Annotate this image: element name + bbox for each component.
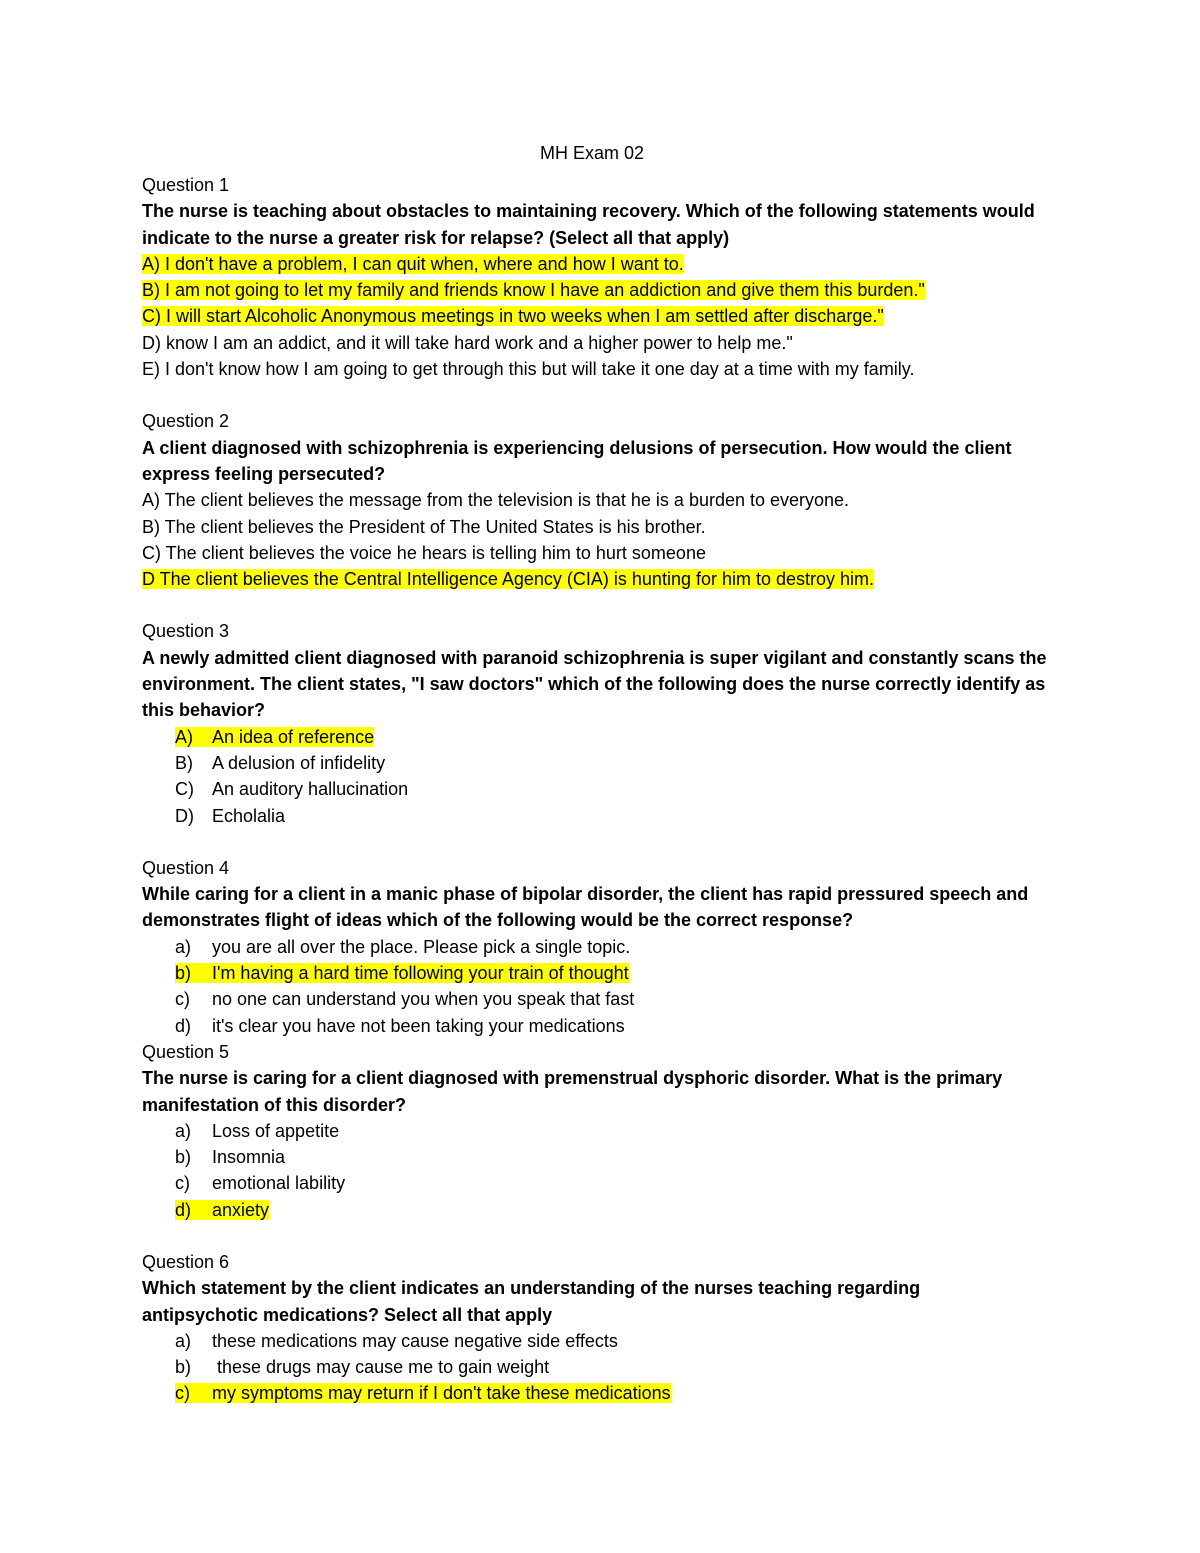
document-title: MH Exam 02 bbox=[539, 143, 645, 163]
option-text: I don't have a problem, I can quit when, where and how I want to. bbox=[160, 253, 684, 274]
option-text: I am not going to let my family and friends know I have an addiction and give them this burden." bbox=[160, 280, 925, 301]
spacer bbox=[142, 829, 1082, 855]
answer-list bbox=[142, 1328, 1082, 1407]
option-letter: d) bbox=[175, 1199, 192, 1220]
question-text: Which statement by the client indicates an understanding of the nurses teaching regarding antipsychotic medications? Select all that apply bbox=[142, 1278, 921, 1325]
answer-option bbox=[142, 1013, 1082, 1039]
answer-option bbox=[142, 803, 1082, 829]
option-letter: a) bbox=[175, 936, 192, 957]
answer-option bbox=[142, 934, 1082, 960]
option-letter: c) bbox=[175, 1383, 190, 1404]
option-text: An idea of reference bbox=[212, 726, 375, 747]
option-text: I don't know how I am going to get through this but will take it one day at a time with my family. bbox=[160, 359, 915, 380]
answer-option bbox=[142, 303, 1082, 329]
answer-option bbox=[142, 986, 1082, 1012]
option-letter: c) bbox=[175, 989, 190, 1010]
spacer bbox=[142, 382, 1082, 408]
option-text: The client believes the message from the television is that he is a burden to everyone. bbox=[160, 490, 850, 511]
question-block-6 bbox=[142, 1249, 1082, 1407]
question-text: The nurse is teaching about obstacles to maintaining recovery. Which of the following statements would indicate to the nurse a greater risk for relapse? (Select all that apply) bbox=[142, 201, 1035, 248]
option-letter: b) bbox=[175, 963, 192, 984]
question-label: Question 4 bbox=[142, 857, 230, 878]
answer-option bbox=[142, 1197, 1082, 1223]
question-text: The nurse is caring for a client diagnosed with premenstrual dysphoric disorder. What is the primary manifestation of this disorder? bbox=[142, 1068, 1003, 1115]
option-letter: A) bbox=[142, 253, 160, 274]
option-text: An auditory hallucination bbox=[212, 779, 409, 800]
answer-option bbox=[142, 277, 1082, 303]
option-letter: b) bbox=[175, 1147, 192, 1168]
answer-option bbox=[142, 724, 1082, 750]
option-letter: B) bbox=[142, 516, 160, 537]
option-text: The client believes the President of The United States is his brother. bbox=[160, 516, 706, 537]
question-block-5 bbox=[142, 1039, 1082, 1223]
question-text: A client diagnosed with schizophrenia is experiencing delusions of persecution. How would the client express feeling persecuted? bbox=[142, 437, 1012, 484]
answer-option bbox=[142, 514, 1082, 540]
answer-list bbox=[142, 934, 1082, 1039]
option-letter: C) bbox=[142, 542, 161, 563]
option-letter: b) bbox=[175, 1357, 192, 1378]
question-label: Question 5 bbox=[142, 1041, 230, 1062]
answer-option bbox=[142, 776, 1082, 802]
option-letter: B) bbox=[142, 280, 160, 301]
question-block-1 bbox=[142, 172, 1082, 382]
option-text: emotional lability bbox=[212, 1173, 346, 1194]
document-page bbox=[142, 140, 1082, 1407]
option-letter: A) bbox=[175, 726, 193, 747]
answer-option bbox=[142, 356, 1082, 382]
question-label: Question 2 bbox=[142, 411, 230, 432]
answer-option bbox=[142, 540, 1082, 566]
question-block-4 bbox=[142, 855, 1082, 1039]
answer-option bbox=[142, 1118, 1082, 1144]
question-block-3 bbox=[142, 618, 1082, 828]
option-letter: C) bbox=[142, 306, 161, 327]
option-text: it's clear you have not been taking your medications bbox=[212, 1015, 625, 1036]
answer-option bbox=[142, 750, 1082, 776]
answer-list bbox=[142, 1118, 1082, 1223]
option-letter: D) bbox=[142, 332, 161, 353]
option-text: these drugs may cause me to gain weight bbox=[212, 1357, 550, 1378]
question-label: Question 1 bbox=[142, 175, 230, 195]
option-letter: c) bbox=[175, 1173, 190, 1194]
question-text: A newly admitted client diagnosed with paranoid schizophrenia is super vigilant and constantly scans the environment. The client states, "I saw doctors" which of the following does the nurse correctly identify as this behavior? bbox=[142, 647, 1047, 721]
option-text: my symptoms may return if I don't take these medications bbox=[212, 1383, 671, 1404]
option-text: no one can understand you when you speak that fast bbox=[212, 989, 635, 1010]
question-text: While caring for a client in a manic phase of bipolar disorder, the client has rapid pressured speech and demonstrates flight of ideas which of the following would be the correct response? bbox=[142, 884, 1029, 931]
option-letter: D) bbox=[175, 805, 194, 826]
option-letter: a) bbox=[175, 1330, 192, 1351]
option-text: I'm having a hard time following your train of thought bbox=[212, 963, 629, 984]
option-text: these medications may cause negative side effects bbox=[212, 1330, 618, 1351]
question-label: Question 3 bbox=[142, 621, 230, 642]
answer-option bbox=[142, 1170, 1082, 1196]
option-text: I will start Alcoholic Anonymous meetings in two weeks when I am settled after discharge." bbox=[161, 306, 884, 327]
answer-option bbox=[142, 1354, 1082, 1380]
question-block-2 bbox=[142, 408, 1082, 592]
option-text: know I am an addict, and it will take hard work and a higher power to help me." bbox=[161, 332, 793, 353]
answer-option bbox=[142, 1144, 1082, 1170]
option-letter: E) bbox=[142, 359, 160, 380]
option-text: A delusion of infidelity bbox=[212, 752, 386, 773]
answer-option bbox=[142, 960, 1082, 986]
option-letter: a) bbox=[175, 1120, 192, 1141]
answer-option bbox=[142, 1328, 1082, 1354]
option-letter: B) bbox=[175, 752, 193, 773]
spacer bbox=[142, 592, 1082, 618]
option-letter: d) bbox=[175, 1015, 192, 1036]
answer-option bbox=[142, 330, 1082, 356]
answer-list bbox=[142, 724, 1082, 829]
option-letter: D bbox=[142, 569, 155, 590]
option-text: Insomnia bbox=[212, 1147, 286, 1168]
answer-option bbox=[142, 1380, 1082, 1406]
option-text: anxiety bbox=[212, 1199, 270, 1220]
option-text: you are all over the place. Please pick a single topic. bbox=[212, 936, 631, 957]
answer-option bbox=[142, 566, 1082, 592]
option-text: The client believes the Central Intelligence Agency (CIA) is hunting for him to destroy him. bbox=[155, 569, 875, 590]
option-text: Loss of appetite bbox=[212, 1120, 340, 1141]
option-letter: A) bbox=[142, 490, 160, 511]
answer-option bbox=[142, 251, 1082, 277]
answer-option bbox=[142, 487, 1082, 513]
option-text: The client believes the voice he hears is telling him to hurt someone bbox=[161, 542, 706, 563]
option-letter: C) bbox=[175, 779, 194, 800]
spacer bbox=[142, 1223, 1082, 1249]
question-label: Question 6 bbox=[142, 1251, 230, 1272]
option-text: Echolalia bbox=[212, 805, 286, 826]
